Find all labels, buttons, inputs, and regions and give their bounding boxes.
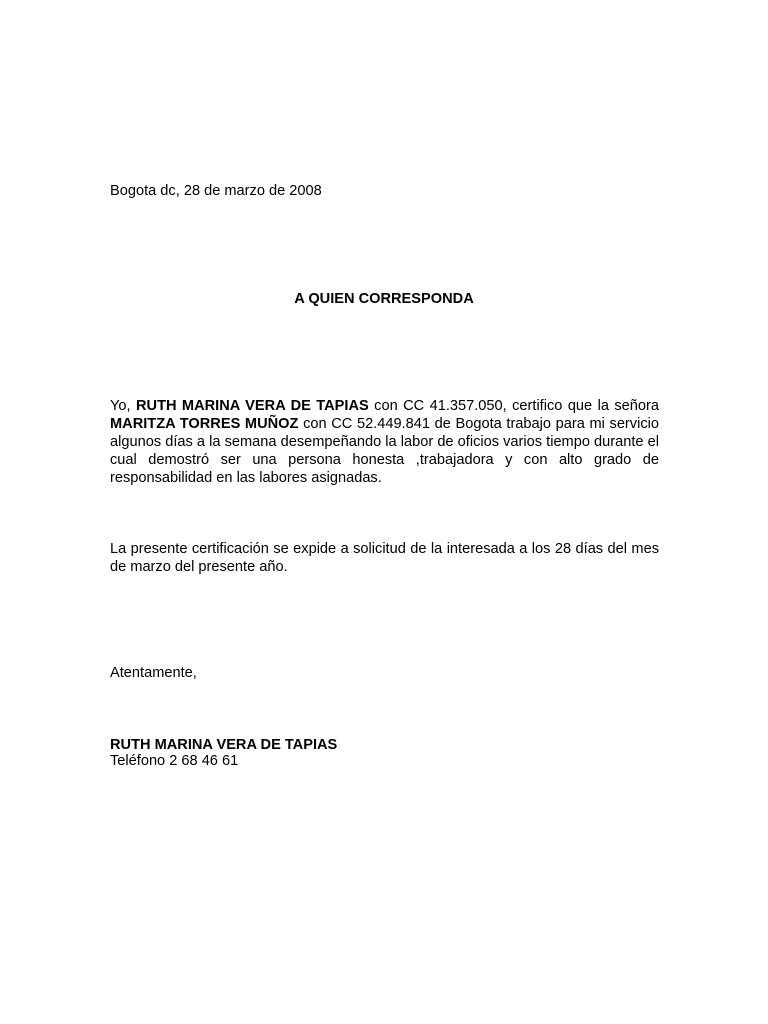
signature-phone: Teléfono 2 68 46 61 bbox=[110, 753, 239, 769]
paragraph-text-a: con CC 41.357.050, certifico que la señora bbox=[368, 398, 659, 414]
signature-name: RUTH MARINA VERA DE TAPIAS bbox=[110, 737, 338, 753]
closing-line: Atentamente, bbox=[110, 665, 197, 681]
salutation-heading: A QUIEN CORRESPONDA bbox=[294, 291, 474, 307]
issuance-paragraph: La presente certificación se expide a solicitud de la interesada a los 28 días del mes de marzo del presente año. bbox=[110, 541, 659, 575]
paragraph-prefix: Yo, bbox=[110, 398, 136, 414]
employee-name: MARITZA TORRES MUÑOZ bbox=[110, 416, 299, 432]
date-line: Bogota dc, 28 de marzo de 2008 bbox=[110, 183, 322, 199]
signer-name-inline: RUTH MARINA VERA DE TAPIAS bbox=[135, 398, 369, 414]
certification-paragraph bbox=[110, 397, 659, 487]
paragraph-text-b: con CC 52.449.841 de Bogota trabajo para mi servicio algunos días a la semana desempeñando la labor de oficios varios tiempo durante el cual demostró ser una persona honesta ,trabajadora y con alto grado de responsabilidad en las labores asignadas. bbox=[110, 416, 659, 486]
